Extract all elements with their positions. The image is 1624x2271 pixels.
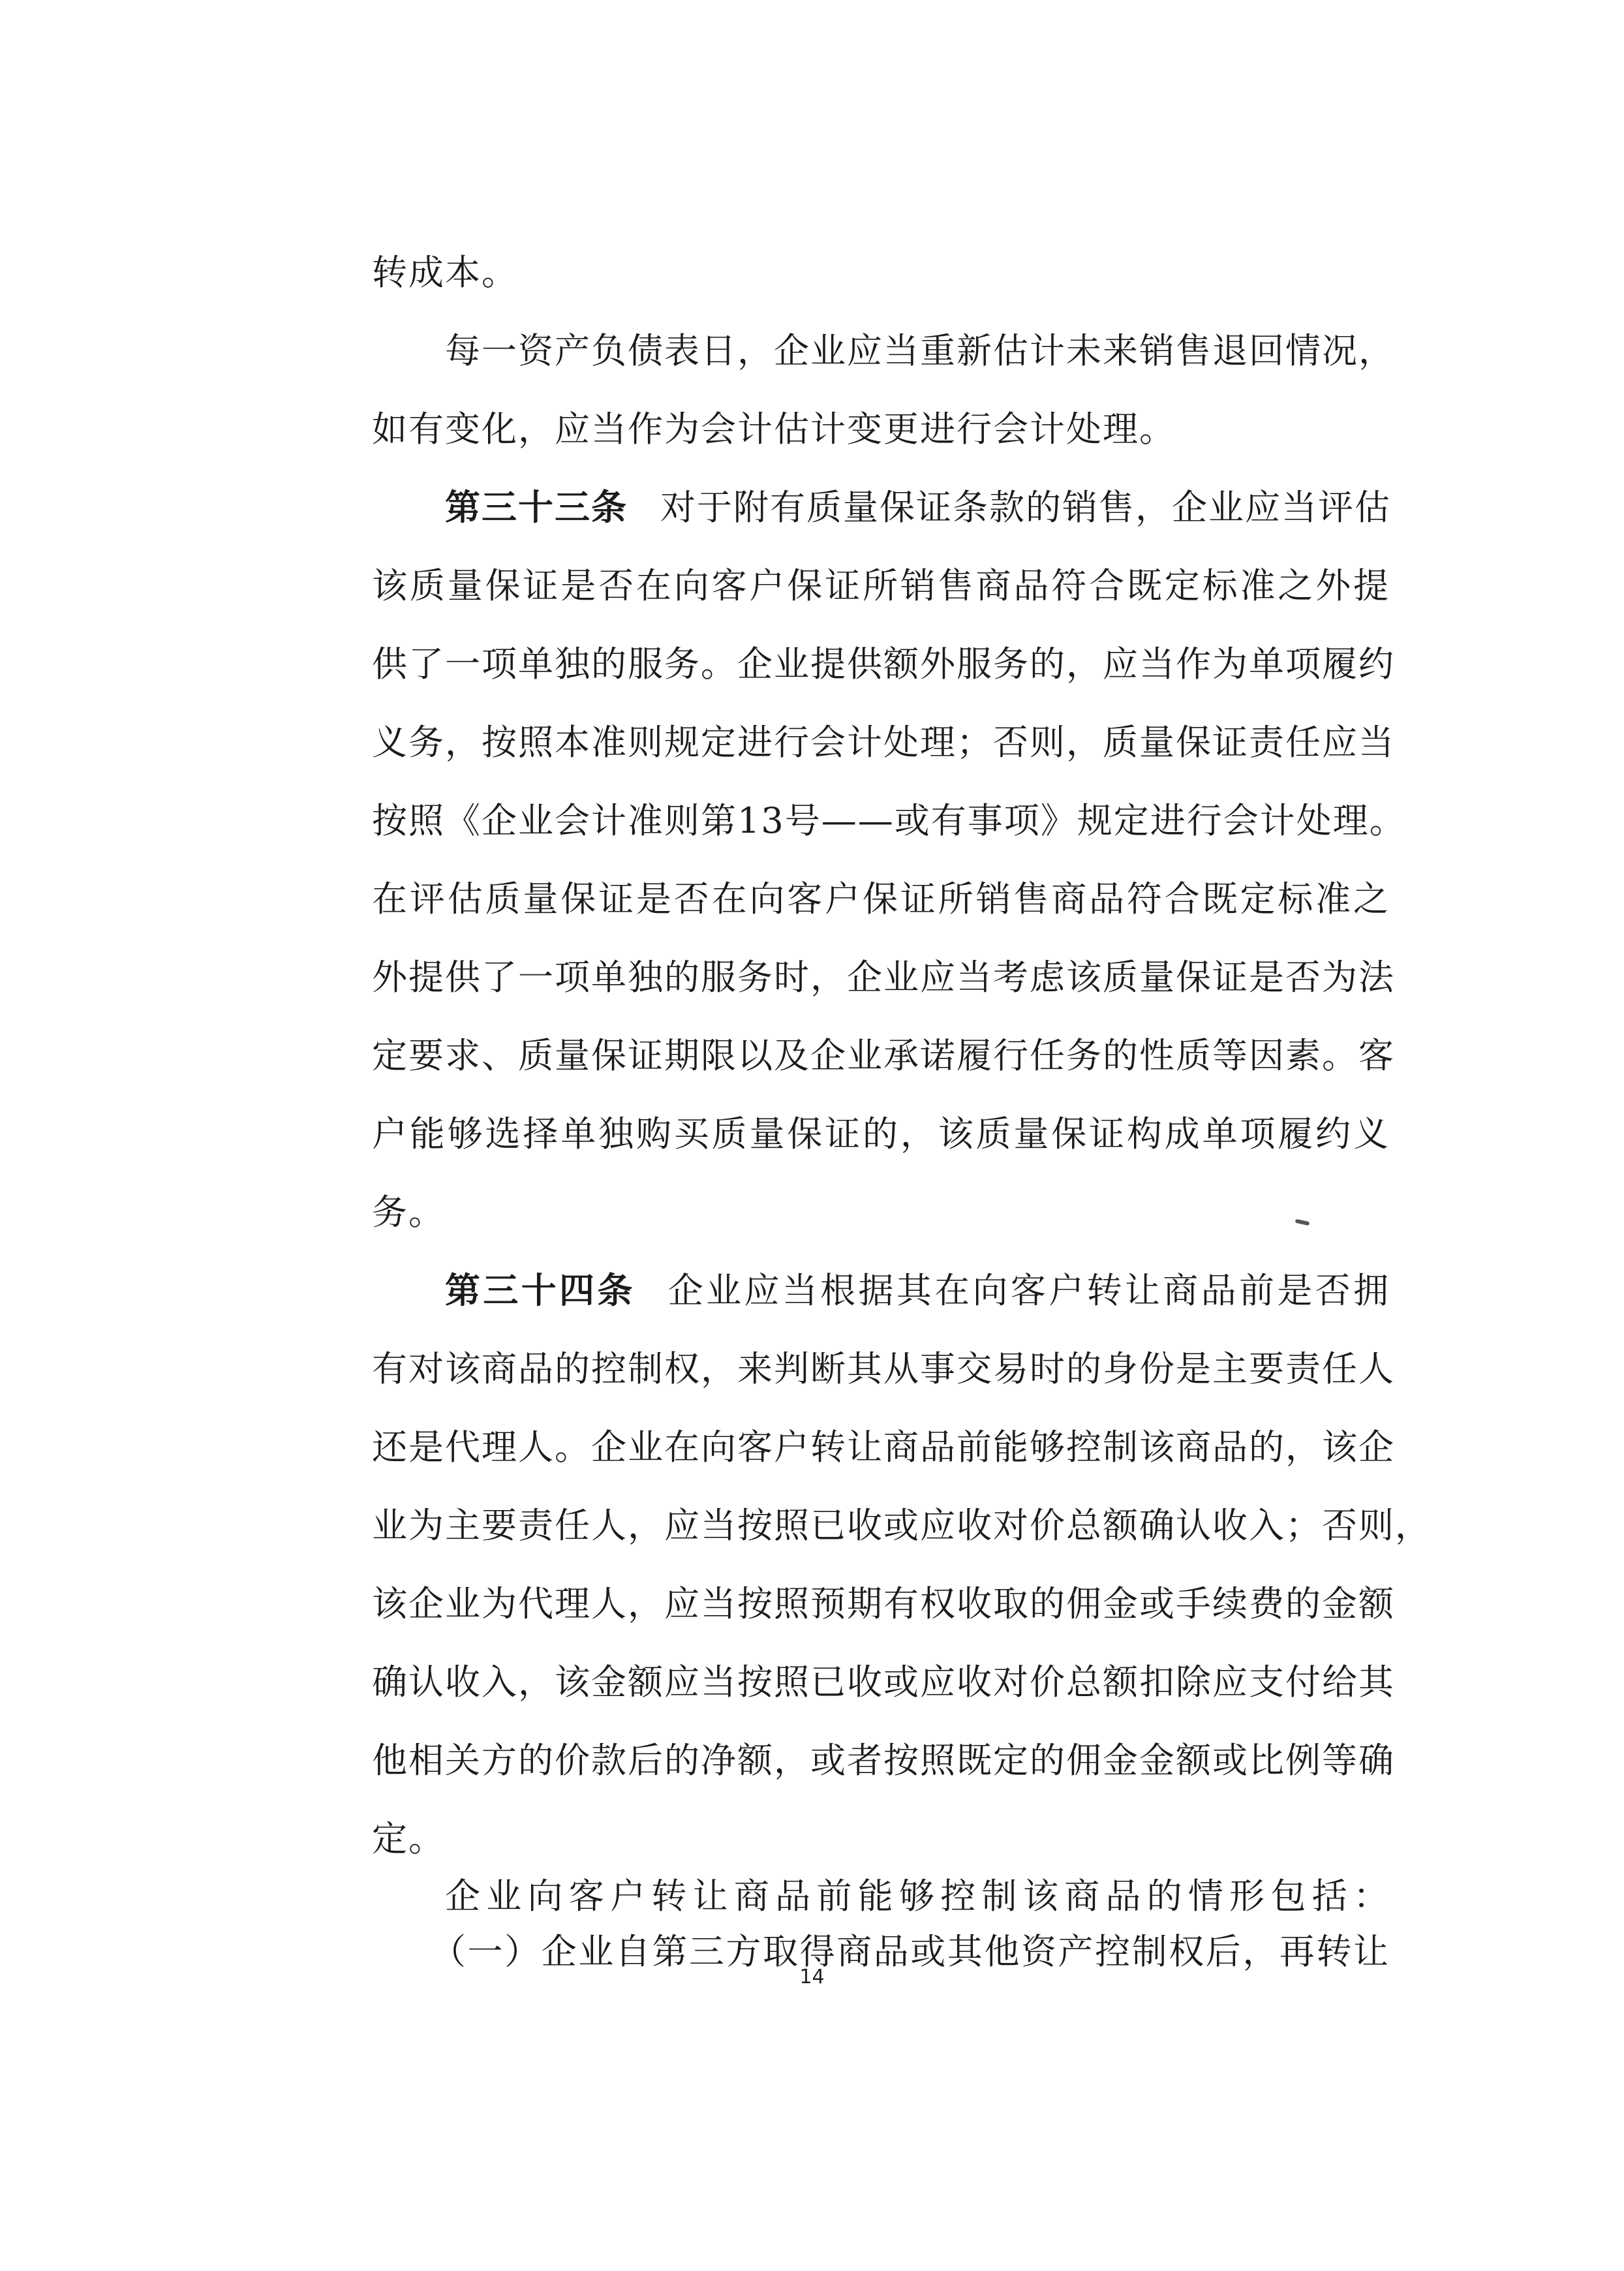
article-34-heading: 第三十四条 <box>445 1270 636 1311</box>
text-line: 业为主要责任人，应当按照已收或应收对价总额确认收入；否则， <box>372 1505 1432 1546</box>
text-line: 外提供了一项单独的服务时，企业应当考虑该质量保证是否为法 <box>372 957 1395 998</box>
article-34-first-line <box>445 1267 1390 1314</box>
text-line: 还是代理人。企业在向客户转让商品前能够控制该商品的，该企 <box>372 1427 1395 1468</box>
text-line: 在评估质量保证是否在向客户保证所销售商品符合既定标准之 <box>372 878 1390 919</box>
text-line: 按照《企业会计准则第13号——或有事项》规定进行会计处理。 <box>372 800 1406 841</box>
article-33-heading: 第三十三条 <box>445 487 628 528</box>
text-line: 他相关方的价款后的净额，或者按照既定的佣金金额或比例等确 <box>372 1740 1395 1781</box>
text-line: 企业向客户转让商品前能够控制该商品的情形包括： <box>445 1876 1390 1917</box>
article-33-first-line <box>445 484 1390 531</box>
text-line: 确认收入，该金额应当按照已收或应收对价总额扣除应支付给其 <box>372 1661 1395 1703</box>
text-line: 该质量保证是否在向客户保证所销售商品符合既定标准之外提 <box>372 565 1390 606</box>
text-line: （一）企业自第三方取得商品或其他资产控制权后，再转让 <box>431 1931 1390 1972</box>
text-line: 户能够选择单独购买质量保证的，该质量保证构成单项履约义 <box>372 1113 1390 1154</box>
text-line: 定。 <box>372 1818 445 1859</box>
text-fragment: 对于附有质量保证条款的销售，企业应当评估 <box>660 487 1391 528</box>
text-line: 如有变化，应当作为会计估计变更进行会计处理。 <box>372 409 1176 450</box>
text-line: 有对该商品的控制权，来判断其从事交易时的身份是主要责任人 <box>372 1348 1395 1389</box>
text-line: 转成本。 <box>372 252 518 293</box>
text-line: 每一资产负债表日，企业应当重新估计未来销售退回情况， <box>445 330 1395 371</box>
text-fragment: 企业应当根据其在向客户转让商品前是否拥 <box>667 1270 1390 1311</box>
text-line: 供了一项单独的服务。企业提供额外服务的，应当作为单项履约 <box>372 643 1395 685</box>
page-number: 14 <box>799 1966 825 1988</box>
text-line: 定要求、质量保证期限以及企业承诺履行任务的性质等因素。客 <box>372 1035 1395 1076</box>
text-line: 义务，按照本准则规定进行会计处理；否则，质量保证责任应当 <box>372 722 1395 763</box>
text-line: 该企业为代理人，应当按照预期有权收取的佣金或手续费的金额 <box>372 1583 1395 1624</box>
text-line: 务。 <box>372 1192 445 1233</box>
